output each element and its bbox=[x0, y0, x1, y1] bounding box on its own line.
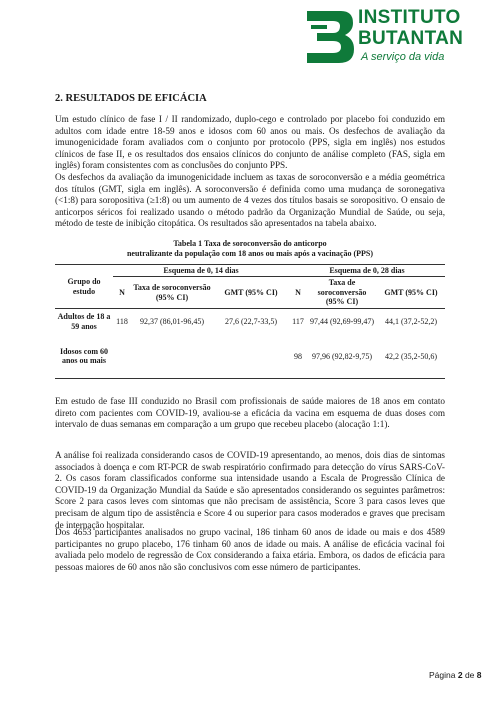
brand-tagline: A serviço da vida bbox=[361, 51, 445, 63]
page-number-total: 8 bbox=[476, 670, 482, 680]
table-caption-line2: neutralizante da população com 18 anos ou mais após a vacinação (PPS) bbox=[126, 248, 373, 258]
table-cell-n1: 118 bbox=[116, 317, 128, 326]
table-cell-n2: 98 bbox=[289, 335, 307, 379]
table-row bbox=[55, 335, 445, 379]
table-cell-group: Adultos de 18 a 59 anos bbox=[57, 312, 111, 331]
paragraph-study-design: Um estudo clínico de fase I / II randomizado, duplo-cego e controlado por placebo foi conduzido em adultos com idade entre 18-59 anos e idosos com 60 anos ou mais. Os desfechos de avaliação da imunogenicidade foram avaliados com o conjunto por protocolo (PPS, sigla em inglês) nos estudos clínicos de fase II, e os resultados dos ensaios clínicos do conjunto de análise completo (FAS, sigla em inglês) foram consistentes com as conclusões do conjunto PPS. bbox=[55, 114, 445, 171]
paragraph-analysis: A análise foi realizada considerando casos de COVID-19 apresentando, ao menos, dois dias de sintomas associados à doença e com RT-PCR de swab respiratório confirmado para detecção do vírus SARS-CoV-2. Os casos foram classificados conforme sua intensidade usando a Escala de Progressão Clínica de COVID-19 da Organização Mundial da Saúde e são apresentados considerando os seguintes parâmetros: Score 2 para casos leves com sintomas que não precisam de assistência, Score 3 para casos leves que precisam de algum tipo de assistência e Score 4 ou superior para casos moderados e graves que precisam de internação hospitalar. bbox=[55, 450, 445, 530]
table-cell-gmt1 bbox=[213, 335, 289, 379]
table-cell-n1 bbox=[113, 335, 131, 379]
paragraph-phase3: Em estudo de fase III conduzido no Brasil com profissionais de saúde maiores de 18 anos em contato direto com pacientes com COVID-19, avaliou-se a eficácia da vacina em esquema de duas doses com intervalo de duas semanas em comparação a um grupo que recebeu placebo (alocação 1:1). bbox=[55, 396, 445, 430]
table-cell-rate2: 97,44 (92,69-99,47) bbox=[310, 317, 374, 326]
table-header-n2: N bbox=[289, 277, 307, 309]
table-cell-gmt1: 27,6 (22,7-33,5) bbox=[225, 317, 277, 326]
table-cell-group: Idosos com 60 anos ou mais bbox=[55, 335, 113, 379]
table-header-scheme2: Esquema de 0, 28 dias bbox=[289, 265, 445, 277]
table-header-scheme1: Esquema de 0, 14 dias bbox=[113, 265, 289, 277]
page-number-prefix: Página bbox=[429, 670, 456, 680]
table-cell-rate1 bbox=[131, 335, 213, 379]
table-header-group: Grupo do estudo bbox=[55, 265, 113, 309]
brand-name-line2: BUTANTAN bbox=[358, 28, 464, 49]
table-header-gmt1: GMT (95% CI) bbox=[213, 277, 289, 309]
table-caption-line1: Tabela 1 Taxa de soroconversão do anticorpo bbox=[173, 239, 327, 248]
table-cell-n2: 117 bbox=[292, 317, 304, 326]
section-title: 2. RESULTADOS DE EFICÁCIA bbox=[55, 93, 207, 104]
table-header-rate2: Taxa de soroconversão (95% CI) bbox=[307, 277, 377, 309]
table-caption bbox=[55, 239, 445, 258]
page-number-current: 2 bbox=[457, 670, 463, 680]
table-header-rate1: Taxa de soroconversão (95% CI) bbox=[131, 277, 213, 309]
paragraph-immunogenicity: Os desfechos da avaliação da imunogenicidade incluem as taxas de soroconversão e a média geométrica dos títulos (GMT, sigla em inglês). A soroconversão é definida como uma mudança de soronegativa (<1:8) para soropositiva (≥1:8) ou um aumento de 4 vezes dos títulos basais se soropositivo. O ensaio de anticorpos séricos foi realizado usando o método padrão da Organização Mundial de Saúde, ou seja, método de teste de inibição citopática. Os resultados são apresentados na tabela abaixo. bbox=[55, 172, 445, 229]
table-header-n1: N bbox=[113, 277, 131, 309]
table-cell-gmt2: 44,1 (37,2-52,2) bbox=[385, 317, 437, 326]
table-cell-gmt2: 42,2 (35,2-50,6) bbox=[377, 335, 445, 379]
page-number bbox=[429, 670, 482, 680]
brand-name-line1: INSTITUTO bbox=[358, 7, 461, 28]
table-header-gmt2: GMT (95% CI) bbox=[377, 277, 445, 309]
page-number-of: de bbox=[464, 670, 475, 680]
table-row bbox=[55, 309, 445, 335]
brand-logo bbox=[303, 7, 493, 69]
paragraph-participants: Dos 4653 participantes analisados no grupo vacinal, 186 tinham 60 anos de idade ou mais e dos 4589 participantes no grupo placebo, 176 tinham 60 anos de idade ou mais. A análise de eficácia vacinal foi avaliada pelo modelo de regressão de Cox considerando a faixa etária. Embora, os dados de eficácia para pessoas maiores de 60 anos não são conclusivos com esse número de participantes. bbox=[55, 527, 445, 572]
table-cell-rate1: 92,37 (86,01-96,45) bbox=[140, 317, 204, 326]
butantan-logo-icon bbox=[303, 9, 355, 65]
seroconversion-table bbox=[55, 264, 445, 379]
table-cell-rate2: 97,96 (92,82-9,75) bbox=[307, 335, 377, 379]
